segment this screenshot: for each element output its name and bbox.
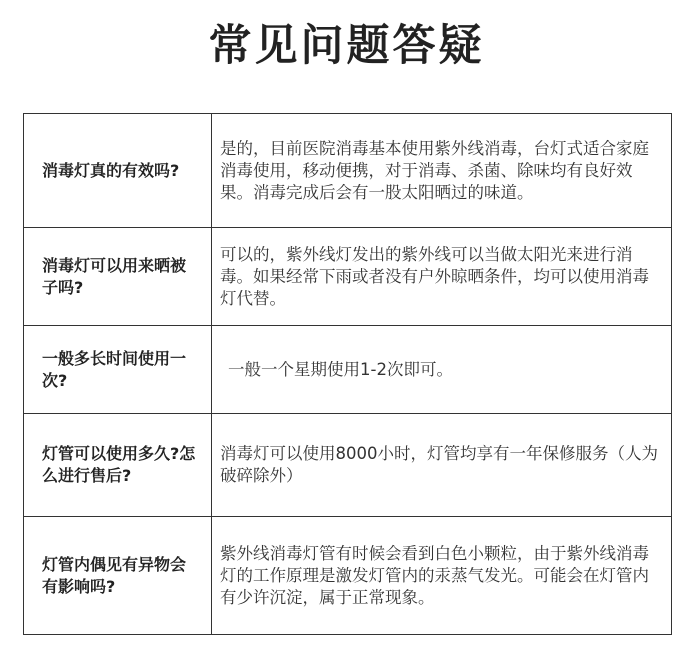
faq-answer: 是的，目前医院消毒基本使用紫外线消毒，台灯式适合家庭消毒使用，移动便携，对于消毒、杀菌、除味均有良好效果。消毒完成后会有一股太阳晒过的味道。 xyxy=(212,114,672,228)
faq-question: 消毒灯真的有效吗? xyxy=(24,114,212,228)
faq-row xyxy=(24,517,672,635)
faq-question: 一般多长时间使用一次? xyxy=(24,326,212,414)
faq-answer: 可以的，紫外线灯发出的紫外线可以当做太阳光来进行消毒。如果经常下雨或者没有户外晾晒条件，均可以使用消毒灯代替。 xyxy=(212,228,672,326)
faq-row xyxy=(24,326,672,414)
faq-question: 灯管内偶见有异物会有影响吗? xyxy=(24,517,212,635)
faq-answer: 一般一个星期使用1-2次即可。 xyxy=(212,326,672,414)
faq-table xyxy=(23,113,672,635)
faq-question: 灯管可以使用多久?怎么进行售后? xyxy=(24,414,212,517)
page-title: 常见问题答疑 xyxy=(208,21,485,71)
faq-answer: 消毒灯可以使用8000小时，灯管均享有一年保修服务（人为破碎除外） xyxy=(212,414,672,517)
faq-row xyxy=(24,228,672,326)
faq-row xyxy=(24,414,672,517)
faq-row xyxy=(24,114,672,228)
faq-answer: 紫外线消毒灯管有时候会看到白色小颗粒，由于紫外线消毒灯的工作原理是激发灯管内的汞蒸气发光。可能会在灯管内有少许沉淀，属于正常现象。 xyxy=(212,517,672,635)
faq-question: 消毒灯可以用来晒被子吗? xyxy=(24,228,212,326)
